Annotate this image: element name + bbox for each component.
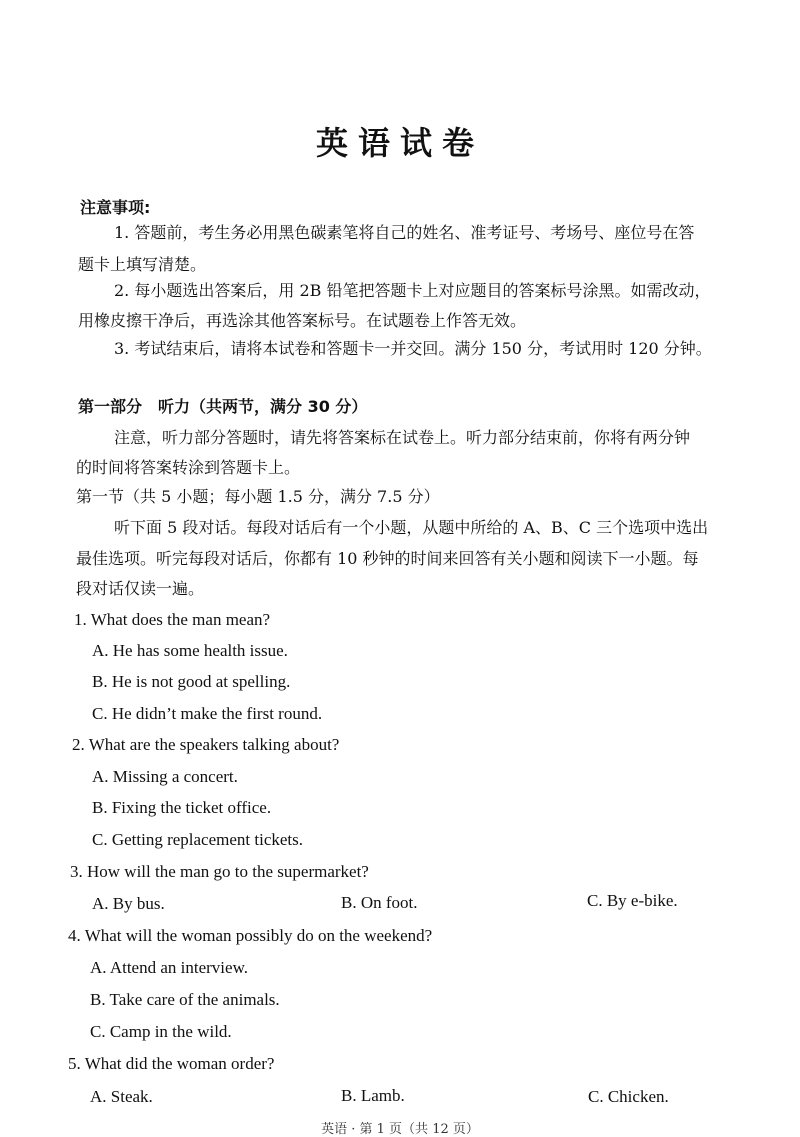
question-5-option-a: A. Steak. [90, 1087, 153, 1106]
question-2-option-b: B. Fixing the ticket office. [92, 798, 272, 817]
question-1-stem: 1. What does the man mean? [74, 610, 271, 629]
question-4-option-b: B. Take care of the animals. [90, 990, 280, 1009]
section1-instr-1: 听下面 5 段对话。每段对话后有一个小题，从题中所给的 A、B、C 三个选项中选出 [114, 518, 709, 537]
notice-item-1: 1. 答题前，考生务必用黑色碳素笔将自己的姓名、准考证号、考场号、座位号在答 [114, 223, 695, 242]
question-3-option-b: B. On foot. [341, 893, 418, 912]
question-5-stem: 5. What did the woman order? [68, 1054, 275, 1073]
question-1-option-c: C. He didn’t make the first round. [92, 704, 323, 723]
section1-heading: 第一节（共 5 小题；每小题 1.5 分，满分 7.5 分） [76, 487, 440, 506]
notice-heading: 注意事项: [80, 198, 151, 217]
question-4-option-a: A. Attend an interview. [90, 958, 248, 977]
question-3-option-c: C. By e-bike. [587, 891, 678, 910]
question-3-option-a: A. By bus. [92, 894, 165, 913]
question-5-option-c: C. Chicken. [588, 1087, 669, 1106]
section1-instr-2: 最佳选项。听完每段对话后，你都有 10 秒钟的时间来回答有关小题和阅读下一小题。每 [76, 549, 699, 568]
section1-instr-3: 段对话仅读一遍。 [76, 579, 205, 598]
notice-item-1-cont: 题卡上填写清楚。 [78, 255, 207, 274]
notice-item-2: 2. 每小题选出答案后，用 2B 铅笔把答题卡上对应题目的答案标号涂黑。如需改动， [114, 281, 711, 300]
question-1-option-a: A. He has some health issue. [92, 641, 288, 660]
notice-item-3: 3. 考试结束后，请将本试卷和答题卡一并交回。满分 150 分，考试用时 120 分钟。 [114, 339, 712, 358]
question-5-option-b: B. Lamb. [341, 1086, 405, 1105]
part1-intro-2: 的时间将答案转涂到答题卡上。 [76, 458, 301, 477]
question-2-option-c: C. Getting replacement tickets. [92, 830, 304, 849]
part1-intro-1: 注意，听力部分答题时，请先将答案标在试卷上。听力部分结束前，你将有两分钟 [114, 428, 691, 447]
question-2-option-a: A. Missing a concert. [92, 767, 238, 786]
question-2-stem: 2. What are the speakers talking about? [72, 735, 340, 754]
question-4-option-c: C. Camp in the wild. [90, 1022, 232, 1041]
part1-heading: 第一部分 听力（共两节，满分 30 分） [78, 397, 368, 416]
page-footer: 英语 · 第 1 页（共 12 页） [321, 1122, 479, 1137]
question-3-stem: 3. How will the man go to the supermarket? [70, 862, 369, 881]
question-4-stem: 4. What will the woman possibly do on the weekend? [68, 926, 433, 945]
question-1-option-b: B. He is not good at spelling. [92, 672, 291, 691]
notice-item-2-cont: 用橡皮擦干净后，再选涂其他答案标号。在试题卷上作答无效。 [78, 311, 527, 330]
page-title: 英语试卷 [315, 124, 484, 162]
